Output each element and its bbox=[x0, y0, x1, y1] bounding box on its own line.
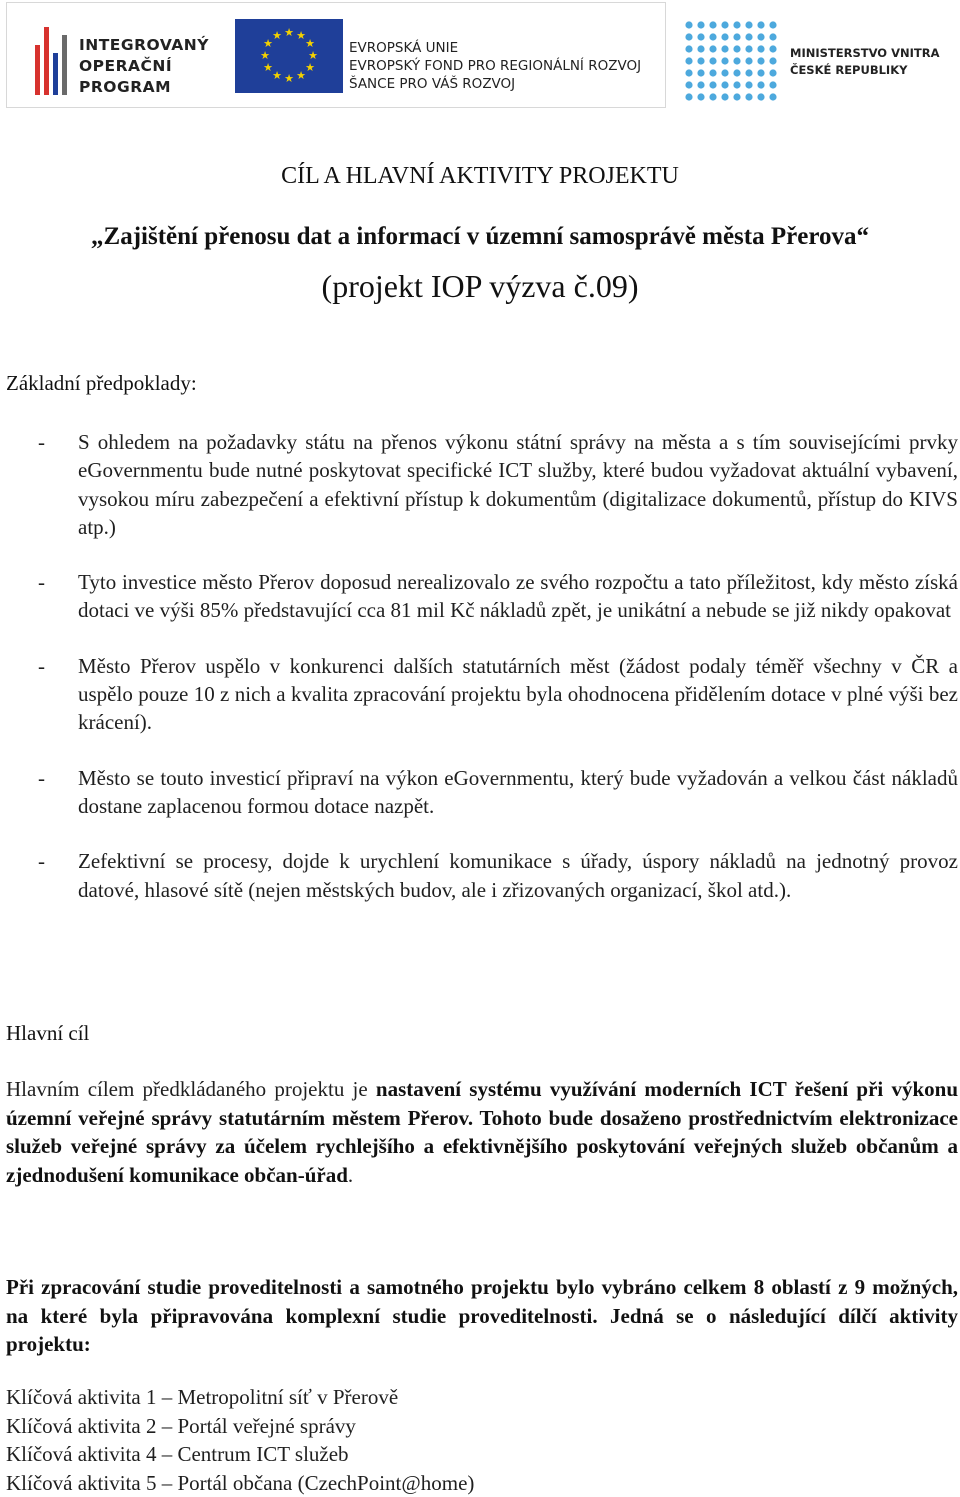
assumptions-heading: Základní předpoklady: bbox=[6, 371, 197, 395]
document-title: CÍL A HLAVNÍ AKTIVITY PROJEKTU bbox=[281, 163, 679, 189]
svg-text:★: ★ bbox=[296, 29, 306, 42]
svg-text:★: ★ bbox=[305, 61, 315, 74]
svg-text:★: ★ bbox=[263, 37, 273, 50]
logo-bar bbox=[6, 2, 940, 108]
ministry-dots-icon bbox=[683, 19, 783, 108]
svg-text:★: ★ bbox=[284, 26, 294, 39]
svg-text:★: ★ bbox=[308, 49, 318, 62]
project-code: (projekt IOP výzva č.09) bbox=[321, 268, 639, 304]
list-item: - Město Přerov uspělo v konkurenci dalších statutárních měst (žádost podaly téměř všechny v ČR a uspělo pouze 10 z nich a kvalita zpracování projektu byla ohodnocena přidělením dotace v plné výši bez krácení). bbox=[38, 653, 958, 735]
list-item: Klíčová aktivita 5 – Portál občana (CzechPoint@home) bbox=[6, 1470, 475, 1495]
svg-text:★: ★ bbox=[284, 72, 294, 85]
list-item: - Město se touto investicí připraví na výkon eGovernmentu, který bude vyžadován a velkou část nákladů dostane zaplacenou formou dotace nazpět. bbox=[38, 765, 958, 818]
svg-text:★: ★ bbox=[263, 61, 273, 74]
svg-text:★: ★ bbox=[305, 37, 315, 50]
eu-logo-text: EVROPSKÁ UNIE EVROPSKÝ FOND PRO REGIONÁLNÍ ROZVOJ ŠANCE PRO VÁŠ ROZVOJ bbox=[349, 40, 642, 92]
main-goal-paragraph: Hlavním cílem předkládaného projektu je nastavení systému využívání moderních ICT řešení při výkonu územní veřejné správy statutárním městem Přerov. Tohoto bude dosaženo prostřednictvím elektronizace služeb veřejné správy za účelem rychlejšího a efektivnějšího poskytování veřejných služeb občanům a zjednodušení komunikace občan-úřad. bbox=[6, 1077, 958, 1187]
list-item: Klíčová aktivita 4 – Centrum ICT služeb bbox=[6, 1442, 349, 1467]
main-goal-heading: Hlavní cíl bbox=[6, 1021, 90, 1045]
list-item: Klíčová aktivita 2 – Portál veřejné správy bbox=[6, 1413, 356, 1438]
eu-flag-icon bbox=[235, 19, 343, 93]
main-goal-bold: nastavení systému využívání moderních ICT řešení při výkonu územní veřejné správy statutárním městem Přerov. Tohoto bude dosaženo prostřednictvím elektronizace služeb veřejné správy za účelem rychlejšího a efektivnějšího poskytování veřejných služeb občanům a zjednodušení komunikace občan-úřad bbox=[6, 1077, 958, 1187]
eu-logo bbox=[235, 19, 655, 97]
list-item: - S ohledem na požadavky státu na přenos výkonu státní správy na města a s tím souvisejícími prvky eGovernmentu bude nutné poskytovat specifické ICT služby, které budou vyžadovat aktuální vybavení, vysokou míru zabezpečení a efektivní přístup k dokumentům (digitalizace dokumentů, přístup do KIVS atp.) bbox=[38, 430, 958, 539]
svg-text:★: ★ bbox=[272, 29, 282, 42]
ministry-logo-text: MINISTERSTVO VNITRA ČESKÉ REPUBLIKY bbox=[790, 46, 940, 77]
study-paragraph: Při zpracování studie proveditelnosti a samotného projektu bylo vybráno celkem 8 oblastí z 9 možných, na které byla připravována komplexní studie proveditelnosti. Jedná se o následující dílčí aktivity projektu: bbox=[6, 1275, 958, 1356]
assumptions-list bbox=[6, 428, 958, 904]
ministry-logo bbox=[683, 15, 960, 105]
list-item: - Tyto investice město Přerov doposud nerealizovalo ze svého rozpočtu a tato příležitost, kdy město získá dotaci ve výši 85% představující cca 81 mil Kč nákladů zpět, je unikátní a nebude se již nikdy opakovat bbox=[38, 570, 958, 623]
list-item: - Zefektivní se procesy, dojde k urychlení komunikace s úřady, úspory nákladů na jednotný provoz datové, hlasové sítě (nejen městských budov, ale i zřizovaných organizací, škol atd.). bbox=[38, 849, 958, 902]
iop-logo-text: INTEGROVANÝ OPERAČNÍ PROGRAM bbox=[79, 36, 209, 96]
project-name: „Zajištění přenosu dat a informací v územní samosprávě města Přerova“ bbox=[91, 223, 869, 250]
svg-text:★: ★ bbox=[260, 49, 270, 62]
activities-list bbox=[6, 1383, 474, 1497]
iop-logo bbox=[35, 19, 215, 97]
svg-text:★: ★ bbox=[272, 69, 282, 82]
svg-text:★: ★ bbox=[296, 69, 306, 82]
list-item: Klíčová aktivita 1 – Metropolitní síť v Přerově bbox=[6, 1385, 399, 1409]
